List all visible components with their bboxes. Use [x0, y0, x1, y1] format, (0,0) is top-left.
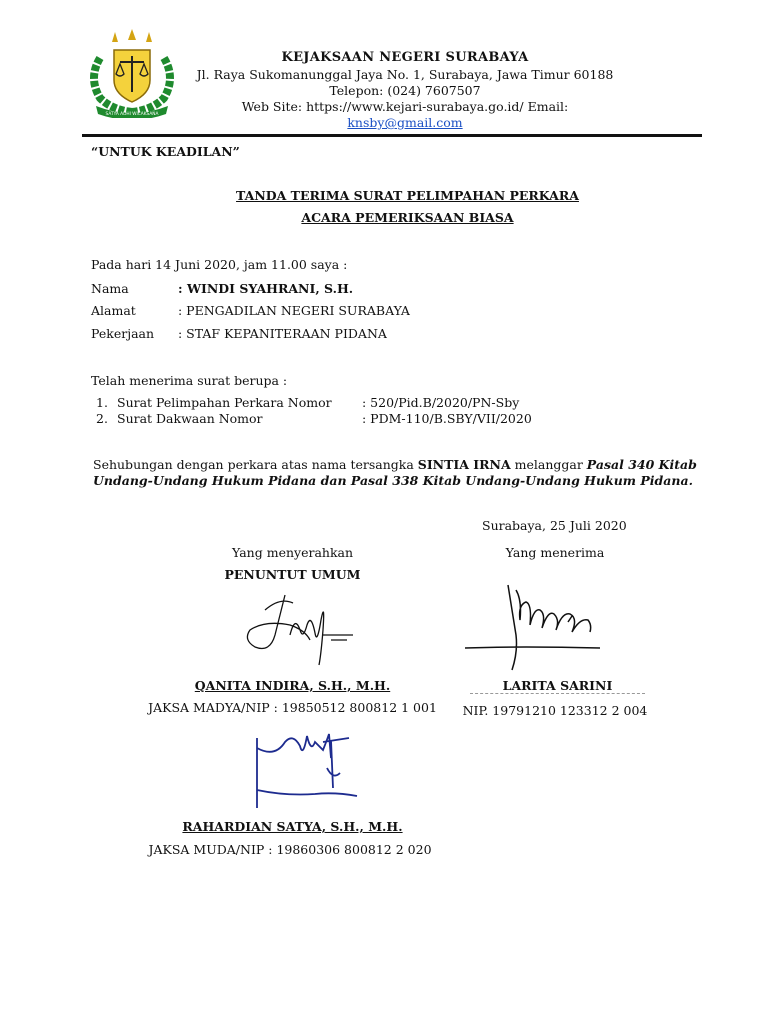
- institution-name: KEJAKSAAN NEGERI SURABAYA: [281, 50, 529, 65]
- suspect-name: SINTIA IRNA: [417, 457, 511, 472]
- list-item-number: 2.: [96, 411, 108, 426]
- identity-value-job: : STAF KEPANITERAAN PIDANA: [178, 326, 387, 341]
- institution-web: [185, 99, 625, 131]
- place-date: Surabaya, 25 Juli 2020: [482, 518, 627, 533]
- institution-logo: [82, 28, 182, 118]
- identity-label-address: Alamat: [91, 303, 136, 318]
- third-nip: JAKSA MUDA/NIP : 19860306 800812 2 020: [148, 842, 432, 857]
- institution-address: Jl. Raya Sukomanunggal Jaya No. 1, Surabaya, Jawa Timur 60188: [196, 67, 614, 82]
- motto: “UNTUK KEADILAN”: [91, 144, 240, 159]
- header-divider: [82, 134, 702, 137]
- receiver-nip: NIP. 19791210 123312 2 004: [462, 703, 648, 718]
- identity-value-address: : PENGADILAN NEGERI SURABAYA: [178, 303, 410, 318]
- identity-label-job: Pekerjaan: [91, 326, 155, 341]
- violated-articles: Pasal 340 Kitab Undang-Undang Hukum Pidana dan Pasal 338 Kitab Undang-Undang Hukum Pidana.: [93, 457, 697, 488]
- paragraph-prefix: Sehubungan dengan perkara atas nama tersangka: [93, 457, 418, 472]
- email-link[interactable]: knsby@gmail.com: [347, 115, 463, 130]
- third-signature: [245, 728, 365, 818]
- list-item-label: Surat Dakwaan Nomor: [117, 411, 263, 426]
- document-title: TANDA TERIMA SURAT PELIMPAHAN PERKARA: [236, 188, 579, 203]
- receiver-signature: [460, 570, 620, 680]
- intro-text: Pada hari 14 Juni 2020, jam 11.00 saya :: [91, 257, 348, 272]
- list-item-value: : PDM-110/B.SBY/VII/2020: [362, 411, 532, 426]
- third-name: RAHARDIAN SATYA, S.H., M.H.: [182, 819, 403, 834]
- paragraph-middle: melanggar: [510, 457, 587, 472]
- receiver-name: LARITA SARINI: [470, 678, 645, 694]
- receiver-role: Yang menerima: [505, 545, 605, 560]
- web-prefix: Web Site: https://www.kejari-surabaya.go.id/ Email:: [241, 99, 569, 114]
- list-item-label: Surat Pelimpahan Perkara Nomor: [117, 395, 332, 410]
- document-subtitle: ACARA PEMERIKSAAN BIASA: [301, 210, 514, 225]
- identity-label-name: Nama: [91, 281, 129, 296]
- list-item-number: 1.: [96, 395, 108, 410]
- giver-name: QANITA INDIRA, S.H., M.H.: [194, 678, 391, 693]
- giver-nip: JAKSA MADYA/NIP : 19850512 800812 1 001: [148, 700, 437, 715]
- list-item-value: : 520/Pid.B/2020/PN-Sby: [362, 395, 520, 410]
- giver-title: PENUNTUT UMUM: [224, 567, 361, 582]
- identity-value-name: : WINDI SYAHRANI, S.H.: [178, 281, 354, 296]
- case-paragraph: [93, 457, 723, 489]
- giver-role: Yang menyerahkan: [231, 545, 354, 560]
- received-intro: Telah menerima surat berupa :: [91, 373, 288, 388]
- logo-ribbon-text: SATYA ADHI WICAKSANA: [105, 112, 159, 117]
- institution-phone: Telepon: (024) 7607507: [329, 83, 481, 98]
- giver-signature: [235, 585, 360, 680]
